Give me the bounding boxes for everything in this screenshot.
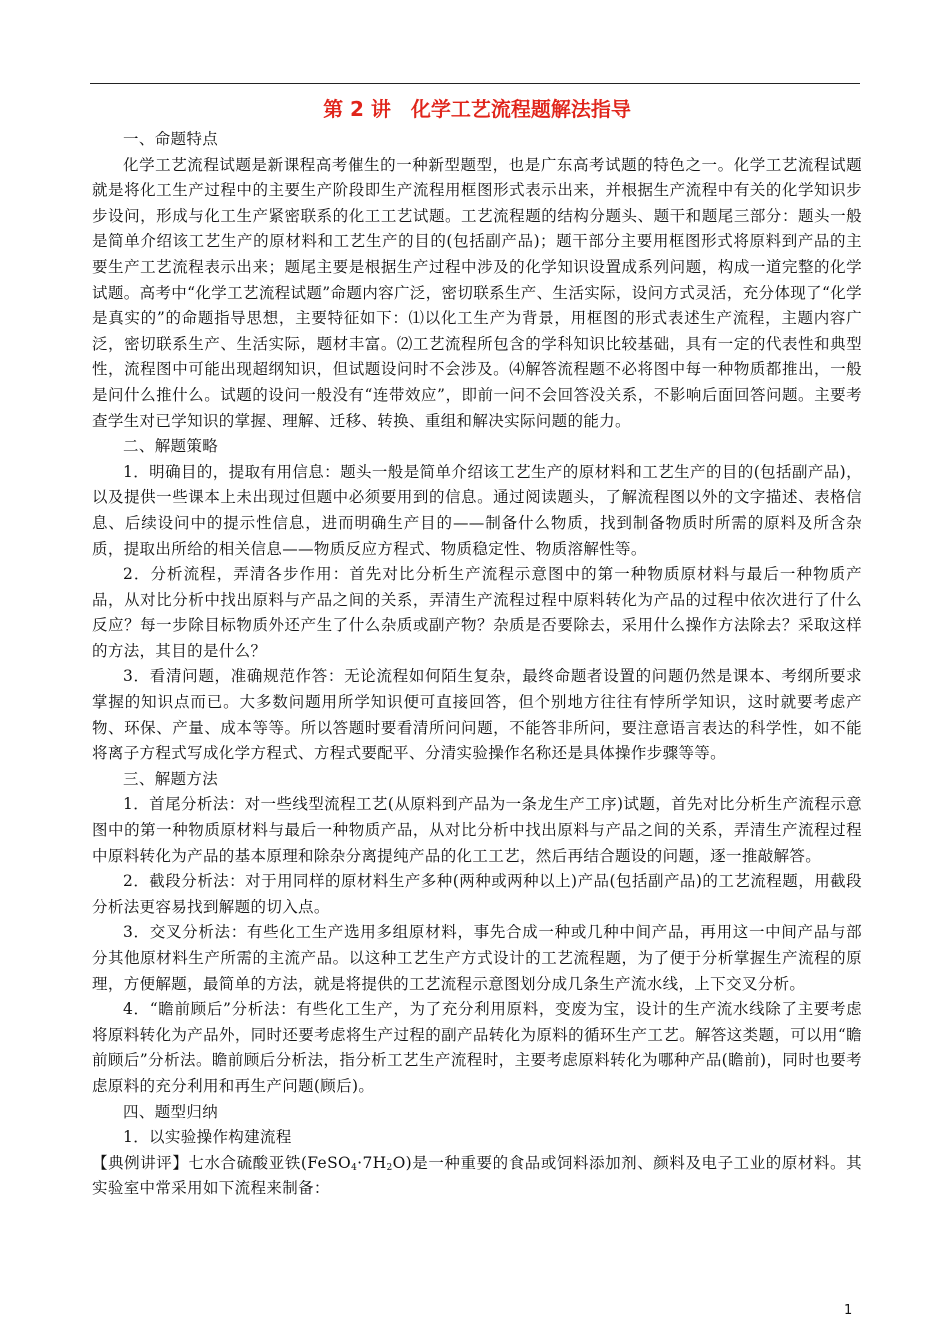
example-text-a: 【典例讲评】七水合硫酸亚铁(FeSO (92, 1153, 352, 1172)
subscript: 2 (386, 1162, 393, 1173)
document-body (92, 93, 862, 1202)
page-title: 第 2 讲 化学工艺流程题解法指导 (323, 97, 631, 121)
paragraph: 2．截段分析法：对于用同样的原材料生产多种(两种或两种以上)产品(包括副产品)的工艺流程题，用截段分析法更容易找到解题的切入点。 (92, 872, 862, 916)
example-text-b: ·7H (357, 1153, 387, 1172)
section-heading-1: 一、命题特点 (123, 130, 219, 148)
section-heading-2: 二、解题策略 (123, 437, 219, 456)
header-rule (90, 83, 860, 84)
paragraph: 4．“瞻前顾后”分析法：有些化工生产，为了充分利用原料，变废为宝，设计的生产流水线除了主要考虑将原料转化为产品外，同时还要考虑将生产过程的副产品转化为原料的循环生产工艺。解答这类题，可以用“瞻前顾后”分析法。瞻前顾后分析法，指分析工艺生产流程时，主要考虑原料转化为哪种产品(瞻前)，同时也要考虑原料的充分利用和再生产问题(顾后)。 (92, 1000, 862, 1095)
paragraph: 3．看清问题，准确规范作答：无论流程如何陌生复杂，最终命题者设置的问题仍然是课本、考纲所要求掌握的知识点而已。大多数问题用所学知识便可直接回答，但个别地方往往有悖所学知识，这时就要考虑产物、环保、产量、成本等等。所以答题时要看清所问问题，不能答非所问，要注意语言表达的科学性，如不能将离子方程式写成化学方程式、方程式要配平、分清实验操作名称还是具体操作步骤等等。 (92, 667, 862, 763)
paragraph: 2．分析流程，弄清各步作用：首先对比分析生产流程示意图中的第一种物质原材料与最后一种物质产品，从对比分析中找出原料与产品之间的关系，弄清生产流程过程中原料转化为产品的过程中依次进行了什么反应？每一步除目标物质外还产生了什么杂质或副产物？杂质是否要除去，采用什么操作方法除去？采取这样的方法，其目的是什么？ (92, 565, 862, 660)
paragraph: 化学工艺流程试题是新课程高考催生的一种新型题型，也是广东高考试题的特色之一。化学工艺流程试题就是将化工生产过程中的主要生产阶段即生产流程用框图形式表示出来，并根据生产流程中有关的化学知识步步设问，形成与化工生产紧密联系的化工工艺试题。工艺流程题的结构分题头、题干和题尾三部分：题头一般是简单介绍该工艺生产的原材料和工艺生产的目的(包括副产品)；题干部分主要用框图形式将原料到产品的主要生产工艺流程表示出来；题尾主要是根据生产过程中涉及的化学知识设置成系列问题，构成一道完整的化学试题。高考中“化学工艺流程试题”命题内容广泛，密切联系生产、生活实际，设问方式灵活，充分体现了“化学是真实的”的命题指导思想，主要特征如下：⑴以化工生产为背景，用框图的形式表述生产流程，主题内容广泛，密切联系生产、生活实际，题材丰富。⑵工艺流程所包含的学科知识比较基础，具有一定的代表性和典型性，流程图中可能出现超纲知识，但试题设问时不会涉及。⑷解答流程题不必将图中每一种物质都推出，一般是问什么推什么。试题的设问一般没有“连带效应”，即前一问不会回答没关系，不影响后面回答问题。主要考查学生对已学知识的掌握、理解、迁移、转换、重组和解决实际问题的能力。 (92, 155, 862, 430)
paragraph: 3．交叉分析法：有些化工生产选用多组原材料，事先合成一种或几种中间产品，再用这一中间产品与部分其他原材料生产所需的主流产品。以这种工艺生产方式设计的工艺流程题，为了便于分析掌握生产流程的原理，方便解题，最简单的方法，就是将提供的工艺流程示意图划分成几条生产流水线，上下交叉分析。 (92, 923, 862, 993)
section-heading-3: 三、解题方法 (123, 769, 219, 788)
example-text-c: O)是一种重要的食品或饲料添加剂、颜料及电子工业的原材料。其实验室中常采用如下流程来制备： (92, 1153, 862, 1198)
paragraph: 1．首尾分析法：对一些线型流程工艺(从原料到产品为一条龙生产工序)试题，首先对比分析生产流程示意图中的第一种物质原材料与最后一种物质产品，从对比分析中找出原料与产品之间的关系，弄清生产流程过程中原料转化为产品的基本原理和除杂分离提纯产品的化工工艺，然后再结合题设的问题，逐一推敲解答。 (92, 795, 862, 865)
paragraph: 1．明确目的，提取有用信息：题头一般是简单介绍该工艺生产的原材料和工艺生产的目的(包括副产品)，以及提供一些课本上未出现过但题中必须要用到的信息。通过阅读题头，了解流程图以外的文字描述、表格信息、后续设问中的提示性信息，进而明确生产目的——制备什么物质，找到制备物质时所需的原料及所含杂质，提取出所给的相关信息——物质反应方程式、物质稳定性、物质溶解性等。 (92, 462, 862, 558)
example-paragraph (92, 1151, 862, 1202)
page-number: 1 (844, 1303, 853, 1318)
subscript: 4 (351, 1162, 358, 1173)
subheading: 1．以实验操作构建流程 (123, 1128, 292, 1147)
section-heading-4: 四、题型归纳 (123, 1102, 219, 1121)
